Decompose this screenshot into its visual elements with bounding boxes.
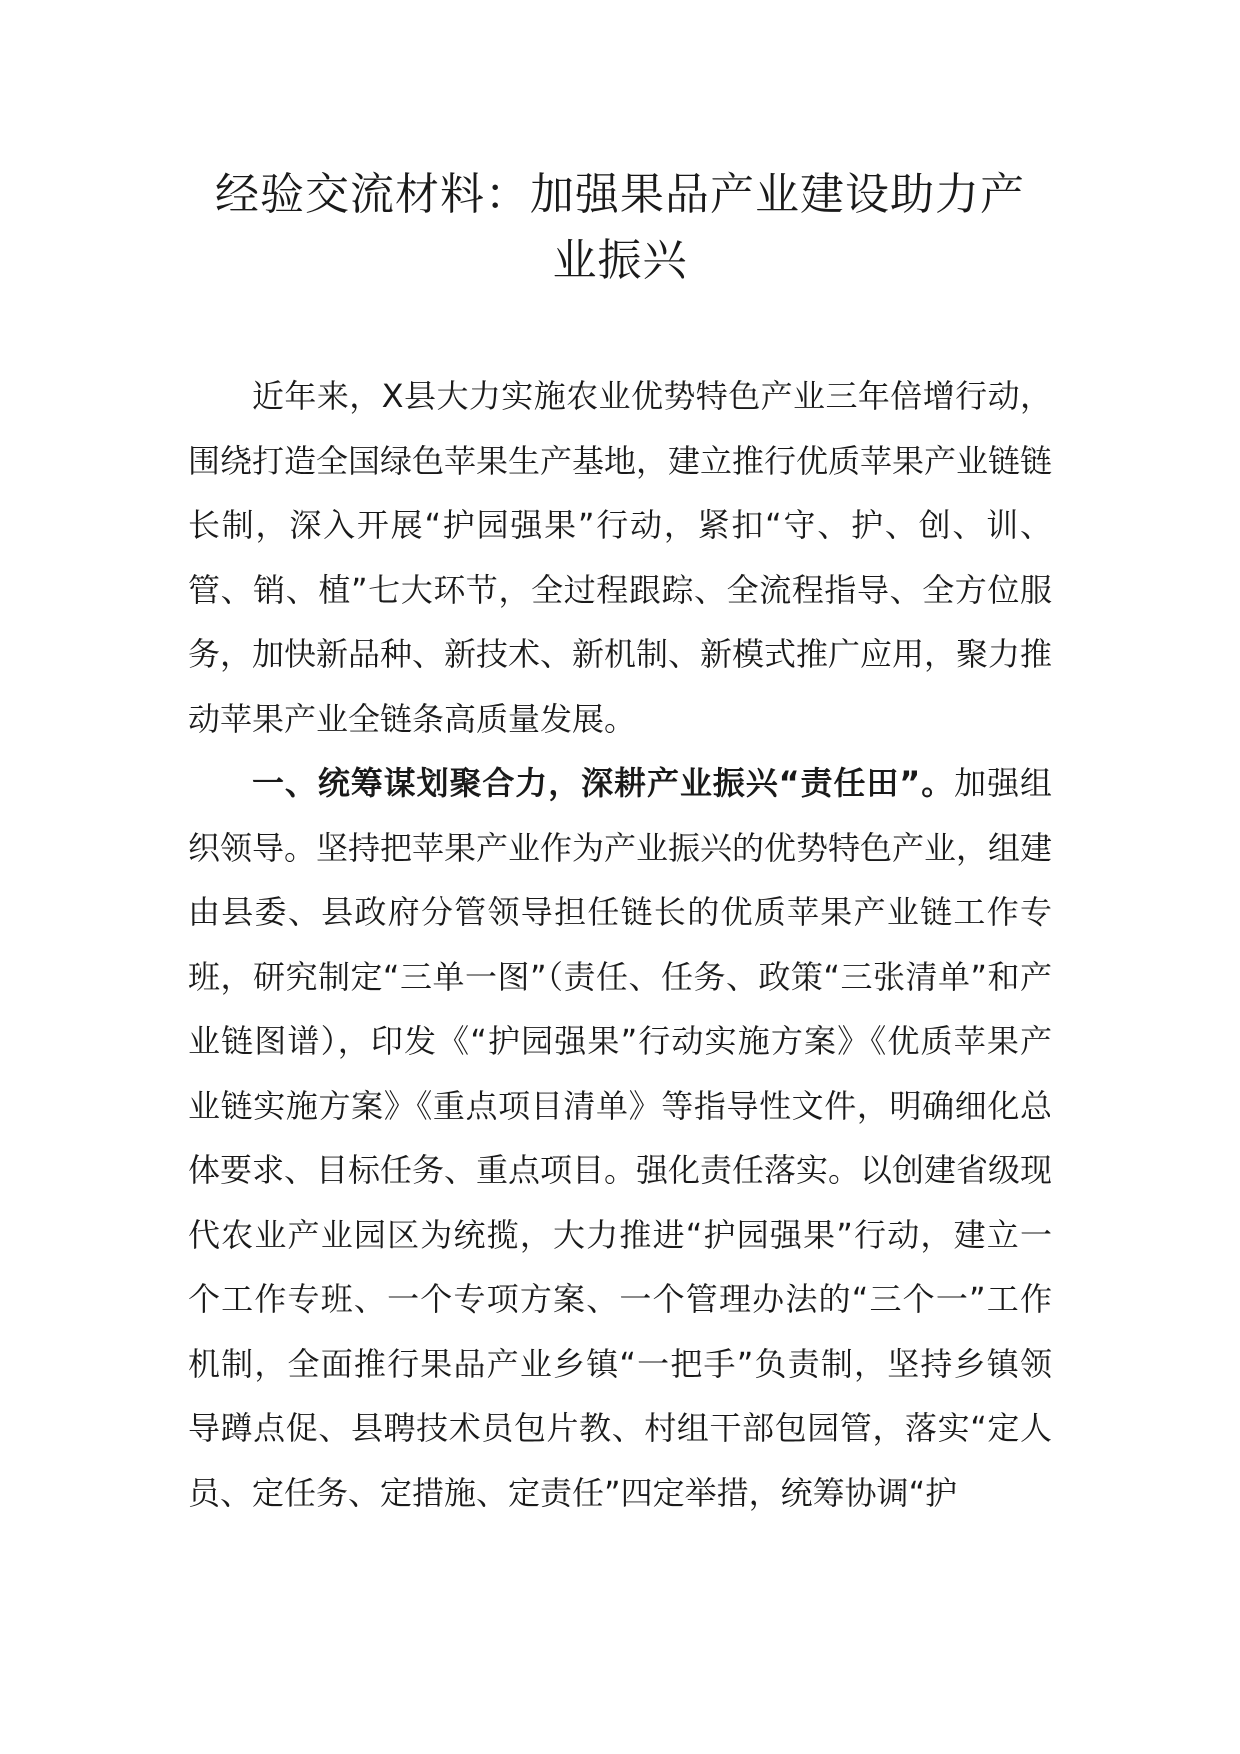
document-body xyxy=(188,364,1052,1525)
paragraph-intro-text: 近年来，X县大力实施农业优势特色产业三年倍增行动，围绕打造全国绿色苹果生产基地，建立推行优质苹果产业链链长制，深入开展“护园强果”行动，紧扣“守、护、创、训、管、销、植”七大环节，全过程跟踪、全流程指导、全方位服务，加快新品种、新技术、新机制、新模式推广应用，聚力推动苹果产业全链条高质量发展。 xyxy=(188,377,1053,738)
title-line-1: 经验交流材料：加强果品产业建设助力产 xyxy=(215,169,1025,220)
paragraph-intro xyxy=(188,364,1052,751)
paragraph-section-1 xyxy=(188,751,1052,1525)
section-1-heading: 一、统筹谋划聚合力，深耕产业振兴“责任田”。 xyxy=(252,764,955,802)
section-1-text: 加强组织领导。坚持把苹果产业作为产业振兴的优势特色产业，组建由县委、县政府分管领导担任链长的优质苹果产业链工作专班，研究制定“三单一图”（责任、任务、政策“三张清单”和产业链图谱），印发《“护园强果”行动实施方案》《优质苹果产业链实施方案》《重点项目清单》等指导性文件，明确细化总体要求、目标任务、重点项目。强化责任落实。以创建省级现代农业产业园区为统揽，大力推进“护园强果”行动，建立一个工作专班、一个专项方案、一个管理办法的“三个一”工作机制，全面推行果品产业乡镇“一把手”负责制，坚持乡镇领导蹲点促、县聘技术员包片教、村组干部包园管，落实“定人员、定任务、定措施、定责任”四定举措，统筹协调“护 xyxy=(188,764,1053,1512)
title-line-2: 业振兴 xyxy=(552,235,688,286)
document-title xyxy=(180,162,1060,294)
